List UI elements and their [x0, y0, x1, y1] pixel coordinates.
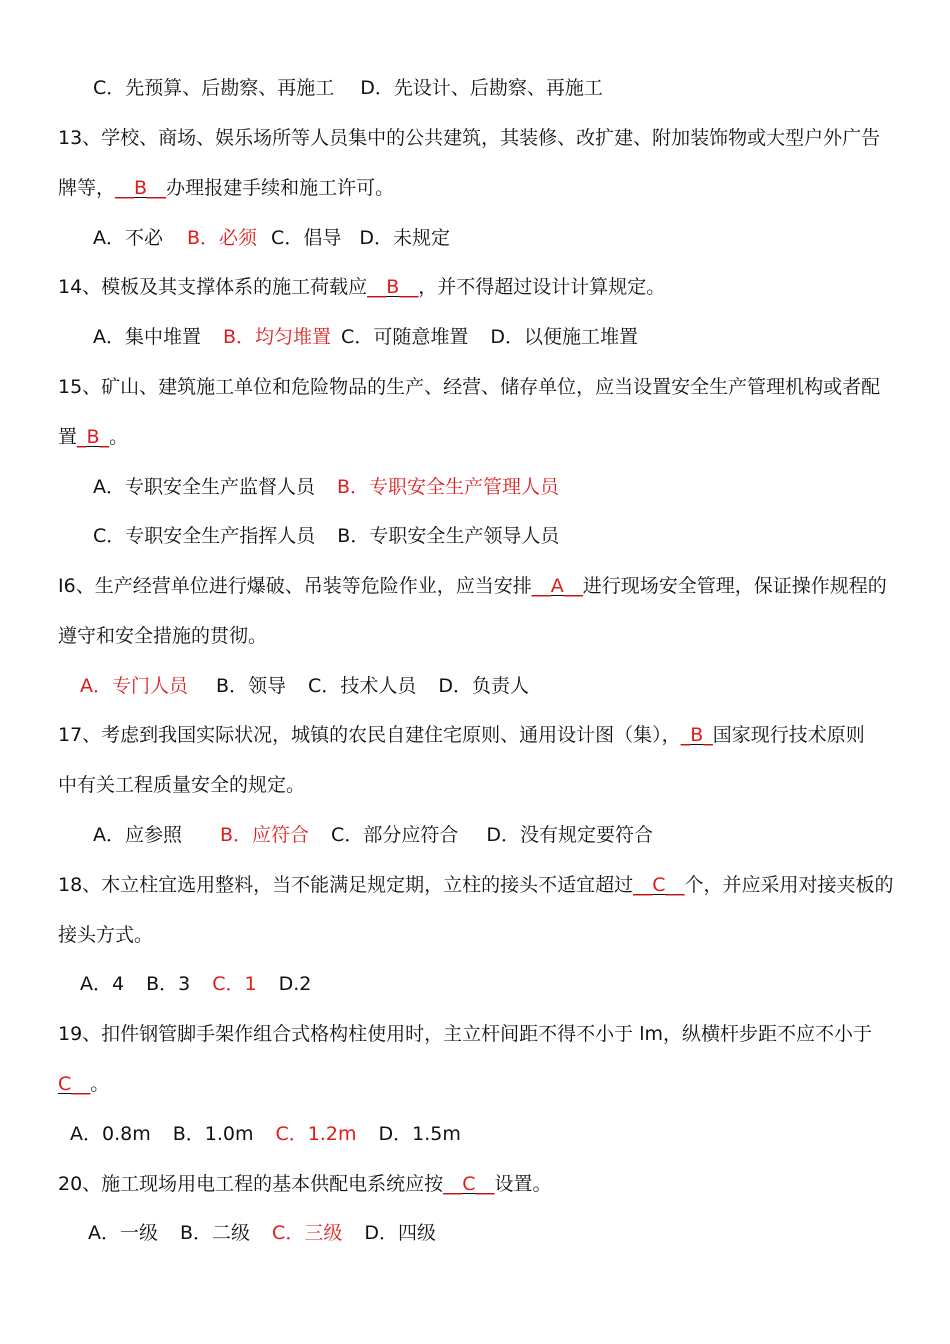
q19-text-line2: C__。	[58, 1073, 110, 1095]
q17-options	[93, 822, 653, 848]
q14-option-c: C．可随意堆置	[341, 326, 469, 348]
q13-answer: __B__	[115, 177, 167, 199]
q16-option-d: D．负责人	[438, 675, 529, 697]
q15-option-d: B．专职安全生产领导人员	[337, 525, 560, 547]
q19-option-b: B．1.0m	[172, 1123, 254, 1145]
q19-options	[70, 1121, 461, 1147]
q13-option-b: B．必须	[187, 227, 258, 249]
q14-text: 14、模板及其支撑体系的施工荷载应__B__，并不得超过设计计算规定。	[58, 276, 666, 298]
q13-options	[93, 225, 450, 251]
q16-option-a: A．专门人员	[80, 675, 188, 697]
q20-option-b: B．二级	[180, 1222, 251, 1244]
q13-text-line1: 13、学校、商场、娱乐场所等人员集中的公共建筑，其装修、改扩建、附加装饰物或大型户外广告	[58, 127, 881, 149]
q17-answer: _B_	[680, 724, 713, 746]
q18-answer: __C__	[633, 874, 685, 896]
q18-options	[80, 971, 311, 997]
q18-option-b: B．3	[146, 973, 191, 995]
q15-option-c: C．专职安全生产指挥人员	[93, 525, 316, 547]
q19-option-a: A．0.8m	[70, 1123, 151, 1145]
q17-option-d: D．没有规定要符合	[486, 824, 653, 846]
q13-text-line2: 牌等，__B__办理报建手续和施工许可。	[58, 177, 395, 199]
q20-options	[88, 1220, 436, 1246]
q19-answer: C__	[58, 1073, 91, 1095]
q15-options-row2	[93, 523, 559, 549]
q13-option-d: D．未规定	[359, 227, 450, 249]
q15-text-line1: 15、矿山、建筑施工单位和危险物品的生产、经营、储存单位，应当设置安全生产管理机构或者配	[58, 376, 881, 398]
q16-text-line2: 遵守和安全措施的贯彻。	[58, 625, 268, 647]
q15-options-row1	[93, 474, 559, 500]
q12-option-d: D．先设计、后勘察、再施工	[360, 77, 603, 99]
q12-options	[93, 75, 603, 101]
q17-text-line2: 中有关工程质量安全的规定。	[58, 774, 306, 796]
q17-option-c: C．部分应符合	[331, 824, 459, 846]
q15-option-a: A．专职安全生产监督人员	[93, 476, 315, 498]
q15-answer: _B_	[77, 426, 110, 448]
q16-text-line1: I6、生产经营单位进行爆破、吊装等危险作业，应当安排__A__进行现场安全管理，保证操作规程的	[58, 575, 887, 597]
q20-answer: __C__	[443, 1173, 495, 1195]
q14-option-b: B．均匀堆置	[223, 326, 332, 348]
q19-option-d: D．1.5m	[378, 1123, 461, 1145]
q14-options	[93, 324, 638, 350]
q20-option-a: A．一级	[88, 1222, 158, 1244]
q12-option-c: C．先预算、后勘察、再施工	[93, 77, 335, 99]
q14-answer: __B__	[367, 276, 419, 298]
q15-option-b: B．专职安全生产管理人员	[337, 476, 560, 498]
q15-text-line2: 置_B_。	[58, 426, 129, 448]
q18-option-d: D.2	[278, 973, 312, 995]
q17-option-b: B．应符合	[220, 824, 310, 846]
q16-answer: __A__	[531, 575, 583, 597]
q16-option-c: C．技术人员	[308, 675, 417, 697]
q18-option-a: A．4	[80, 973, 125, 995]
q20-option-c: C．三级	[272, 1222, 343, 1244]
q20-text: 20、施工现场用电工程的基本供配电系统应按__C__设置。	[58, 1173, 552, 1195]
q18-option-c: C．1	[212, 973, 257, 995]
q13-option-a: A．不必	[93, 227, 163, 249]
q20-option-d: D．四级	[364, 1222, 436, 1244]
q17-option-a: A．应参照	[93, 824, 182, 846]
q14-option-a: A．集中堆置	[93, 326, 201, 348]
q16-options	[80, 673, 529, 699]
q14-option-d: D．以便施工堆置	[490, 326, 638, 348]
q13-option-c: C．倡导	[271, 227, 342, 249]
q19-option-c: C．1.2m	[275, 1123, 357, 1145]
q18-text-line2: 接头方式。	[58, 924, 154, 946]
q17-text-line1: 17、考虑到我国实际状况，城镇的农民自建住宅原则、通用设计图（集），_B_国家现行技术原则	[58, 724, 865, 746]
q16-option-b: B．领导	[216, 675, 287, 697]
q19-text-line1: 19、扣件钢管脚手架作组合式格构柱使用时，主立杆间距不得不小于 lm，纵横杆步距不应不小于	[58, 1023, 873, 1045]
q18-text-line1: 18、木立柱宜选用整料，当不能满足规定期，立柱的接头不适宜超过__C__个，并应采用对接夹板的	[58, 874, 894, 896]
